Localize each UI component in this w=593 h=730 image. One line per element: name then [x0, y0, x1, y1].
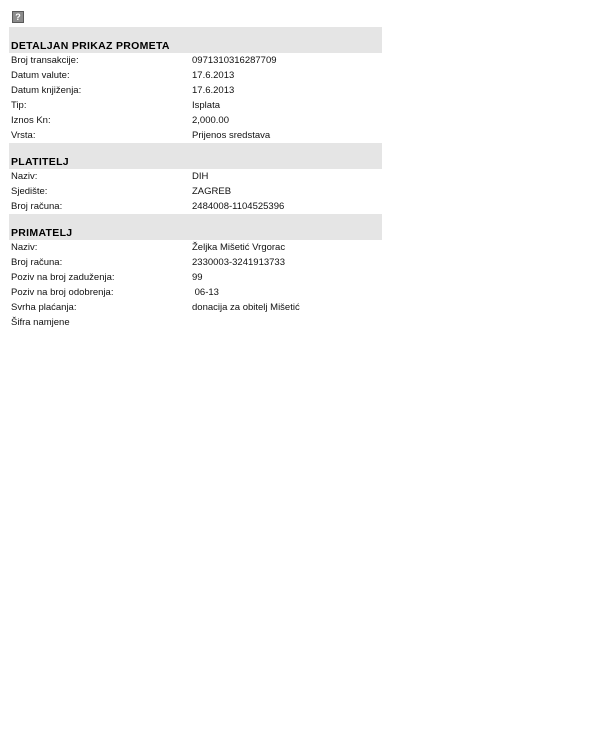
row-value — [192, 315, 382, 330]
row-value: 2,000.00 — [192, 115, 229, 126]
row-value: 2330003-3241913733 — [192, 257, 285, 268]
detail-row-payer-account — [9, 199, 382, 214]
section-title: PRIMATELJ — [11, 227, 73, 239]
row-label: Vrsta: — [11, 130, 36, 141]
detail-row-debit-reference — [9, 270, 382, 285]
row-value: 2484008-1104525396 — [192, 201, 285, 212]
detail-row-payer-seat — [9, 184, 382, 199]
row-value: 17.6.2013 — [192, 85, 235, 96]
transaction-details — [9, 27, 382, 330]
detail-row-payer-name — [9, 169, 382, 184]
row-value: DIH — [192, 171, 209, 182]
row-label: Tip: — [11, 100, 27, 111]
detail-row-amount — [9, 113, 382, 128]
row-label: Datum valute: — [11, 70, 70, 81]
detail-row-purpose-code — [9, 315, 382, 330]
detail-row-payee-account — [9, 255, 382, 270]
section-header-payer — [9, 143, 382, 169]
row-label: Broj računa: — [11, 257, 63, 268]
detail-row-transaction-number — [9, 53, 382, 68]
row-label: Naziv: — [11, 242, 38, 253]
row-label: Datum knjiženja: — [11, 85, 82, 96]
section-title: DETALJAN PRIKAZ PROMETA — [11, 40, 170, 52]
row-label: Broj transakcije: — [11, 55, 79, 66]
row-label: Iznos Kn: — [11, 115, 51, 126]
section-header-payee — [9, 214, 382, 240]
row-label: Svrha plaćanja: — [11, 302, 77, 313]
help-icon[interactable]: ? — [12, 11, 24, 23]
row-label: Sjedište: — [11, 186, 48, 197]
detail-row-type — [9, 98, 382, 113]
detail-row-payee-name — [9, 240, 382, 255]
row-value: Željka Mišetić Vrgorac — [192, 242, 286, 253]
row-value: 99 — [192, 272, 203, 283]
section-header-transaction — [9, 27, 382, 53]
row-value: Isplata — [192, 100, 220, 111]
row-value: 17.6.2013 — [192, 70, 235, 81]
detail-row-booking-date — [9, 83, 382, 98]
row-value: ZAGREB — [192, 186, 232, 197]
section-title: PLATITELJ — [11, 156, 69, 168]
detail-row-credit-reference — [9, 285, 382, 300]
row-value: 06-13 — [192, 287, 219, 298]
row-label: Broj računa: — [11, 201, 63, 212]
detail-row-kind — [9, 128, 382, 143]
row-label: Poziv na broj odobrenja: — [11, 287, 114, 298]
row-value: 0971310316287709 — [192, 55, 277, 66]
detail-row-payment-purpose — [9, 300, 382, 315]
row-label: Poziv na broj zaduženja: — [11, 272, 115, 283]
row-value: donacija za obitelj Mišetić — [192, 302, 300, 313]
detail-row-value-date — [9, 68, 382, 83]
row-label: Šifra namjene — [11, 317, 70, 328]
row-label: Naziv: — [11, 171, 38, 182]
row-value: Prijenos sredstava — [192, 130, 271, 141]
